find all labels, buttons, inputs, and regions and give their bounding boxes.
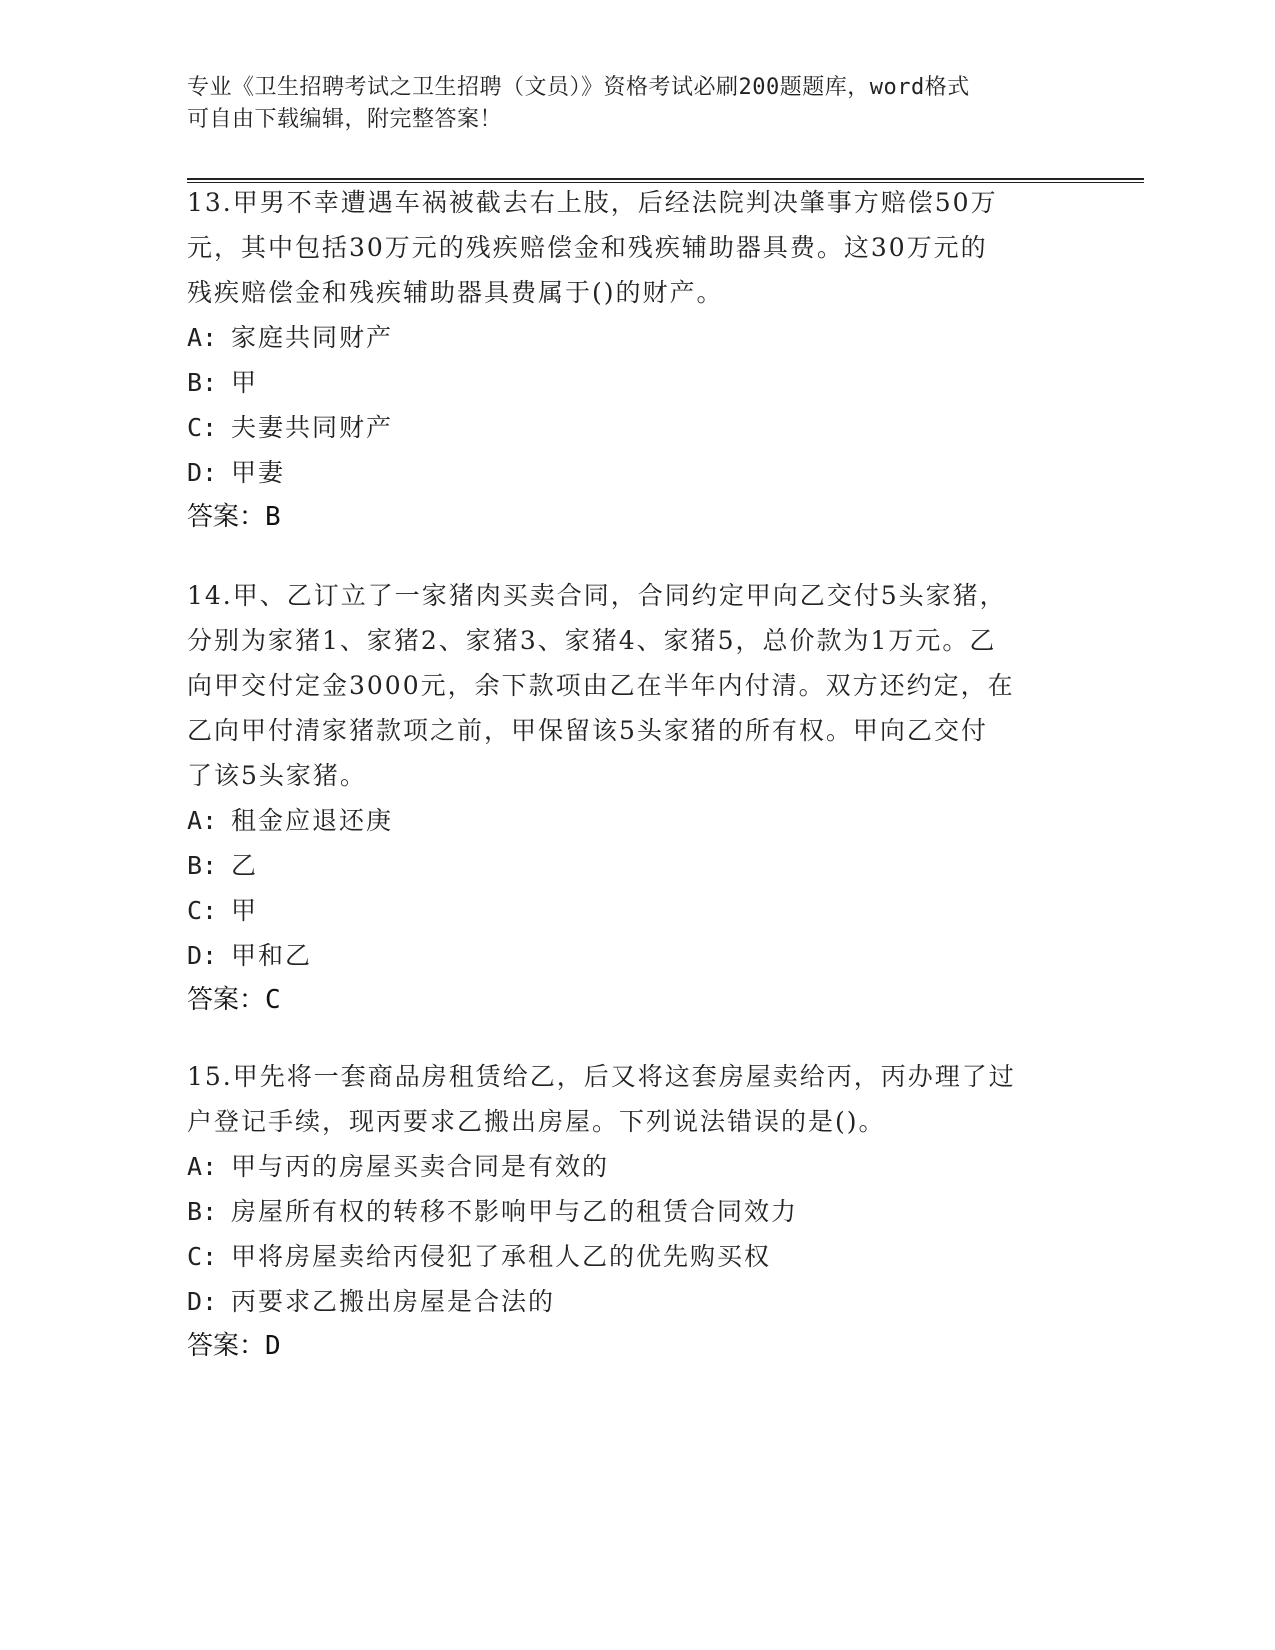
answer-label: 答案： — [187, 1331, 266, 1361]
option-c — [187, 405, 1067, 450]
option-text: 甲 — [231, 368, 259, 397]
question-stem — [187, 573, 1067, 798]
option-key: D: — [187, 458, 218, 487]
stem-line: 元，其中包括30万元的残疾赔偿金和残疾辅助器具费。这30万元的 — [187, 233, 988, 262]
option-b — [187, 843, 1067, 888]
option-text: 甲将房屋卖给丙侵犯了承租人乙的优先购买权 — [231, 1242, 772, 1271]
option-text: 丙要求乙搬出房屋是合法的 — [231, 1287, 556, 1316]
header-line: 专业《卫生招聘考试之卫生招聘（文员）》资格考试必刷200题题库，word格式 — [187, 75, 970, 100]
stem-line: 向甲交付定金3000元，余下款项由乙在半年内付清。双方还约定，在 — [187, 671, 1015, 700]
stem-line: 户登记手续，现丙要求乙搬出房屋。下列说法错误的是()。 — [187, 1107, 886, 1136]
option-text: 甲妻 — [231, 458, 286, 487]
option-key: C: — [187, 896, 218, 925]
question-block — [187, 180, 1067, 540]
option-key: C: — [187, 413, 218, 442]
question-stem — [187, 1054, 1067, 1144]
option-key: A: — [187, 1152, 218, 1181]
option-c — [187, 888, 1067, 933]
option-text: 甲 — [231, 896, 259, 925]
option-text: 甲与丙的房屋买卖合同是有效的 — [231, 1152, 610, 1181]
option-key: A: — [187, 806, 218, 835]
stem-line: 分别为家猪1、家猪2、家猪3、家猪4、家猪5，总价款为1万元。乙 — [187, 626, 997, 655]
option-c — [187, 1234, 1067, 1279]
option-text: 乙 — [231, 851, 259, 880]
answer-label: 答案： — [187, 502, 266, 532]
option-text: 夫妻共同财产 — [231, 413, 394, 442]
option-d — [187, 450, 1067, 495]
option-key: D: — [187, 941, 218, 970]
stem-line: 了该5头家猪。 — [187, 761, 367, 790]
answer-value: C — [265, 985, 281, 1015]
option-key: B: — [187, 1197, 218, 1226]
answer-value: B — [265, 502, 281, 532]
option-a — [187, 798, 1067, 843]
stem-line: 14.甲、乙订立了一家猪肉买卖合同，合同约定甲向乙交付5头家猪， — [187, 581, 1007, 610]
option-d — [187, 1279, 1067, 1324]
stem-line: 15.甲先将一套商品房租赁给乙，后又将这套房屋卖给丙，丙办理了过 — [187, 1062, 1016, 1091]
option-key: A: — [187, 323, 218, 352]
answer-value: D — [265, 1331, 281, 1361]
option-d — [187, 933, 1067, 978]
option-key: D: — [187, 1287, 218, 1316]
answer-line — [187, 495, 1067, 540]
option-b — [187, 1189, 1067, 1234]
option-b — [187, 360, 1067, 405]
option-text: 租金应退还庚 — [231, 806, 394, 835]
option-a — [187, 315, 1067, 360]
header-line: 可自由下载编辑，附完整答案！ — [187, 107, 503, 132]
option-text: 甲和乙 — [231, 941, 313, 970]
question-stem — [187, 180, 1067, 315]
stem-line: 残疾赔偿金和残疾辅助器具费属于()的财产。 — [187, 278, 724, 307]
option-a — [187, 1144, 1067, 1189]
option-text: 房屋所有权的转移不影响甲与乙的租赁合同效力 — [231, 1197, 799, 1226]
option-key: B: — [187, 851, 218, 880]
answer-line — [187, 978, 1067, 1023]
answer-line — [187, 1324, 1067, 1369]
stem-line: 13.甲男不幸遭遇车祸被截去右上肢，后经法院判决肇事方赔偿50万 — [187, 188, 998, 217]
option-key: C: — [187, 1242, 218, 1271]
question-block — [187, 573, 1067, 1023]
document-header — [187, 72, 1067, 136]
answer-label: 答案： — [187, 985, 266, 1015]
question-block — [187, 1054, 1067, 1369]
option-key: B: — [187, 368, 218, 397]
option-text: 家庭共同财产 — [231, 323, 394, 352]
stem-line: 乙向甲付清家猪款项之前，甲保留该5头家猪的所有权。甲向乙交付 — [187, 716, 988, 745]
